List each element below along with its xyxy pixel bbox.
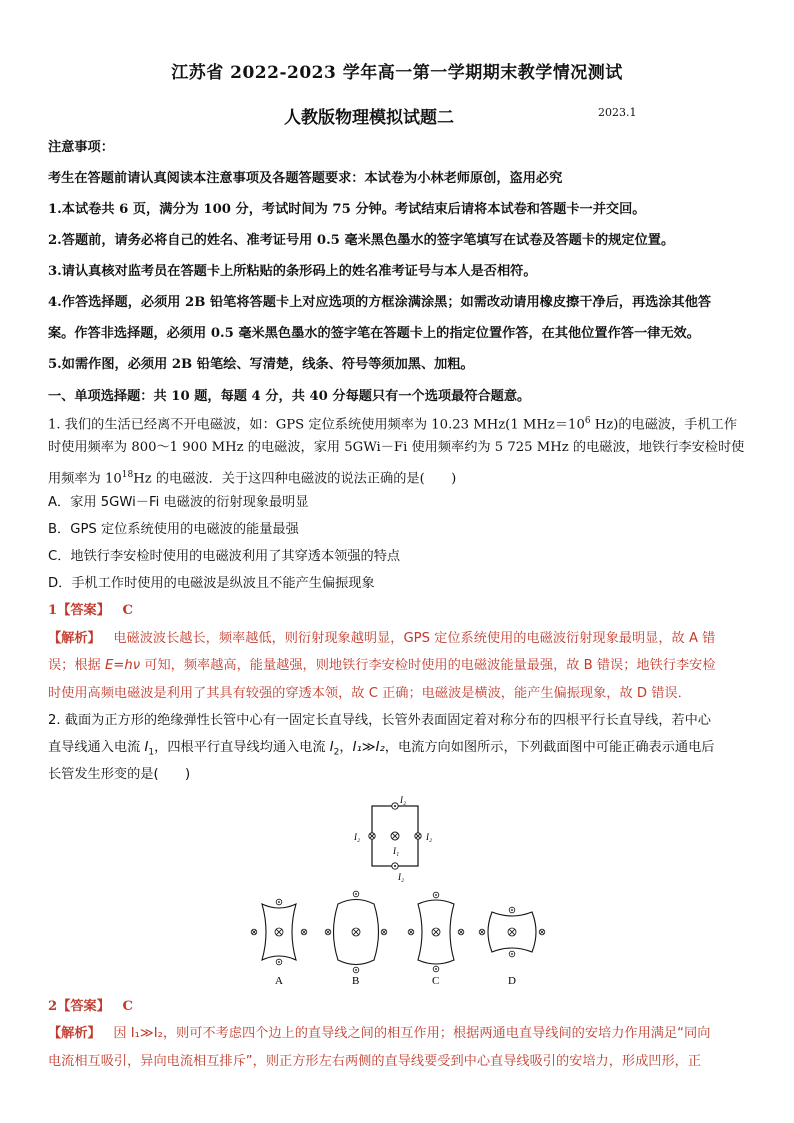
d-right-x-icon xyxy=(539,929,545,935)
option-d-label: D xyxy=(508,975,516,987)
d-top-dot-icon xyxy=(509,907,515,913)
top-wire-out-icon xyxy=(392,803,398,809)
q2-stem-line1: 2. 截面为正方形的绝缘弹性长管中心有一固定长直导线，长管外表面固定着对称分布的四根平行长直导线，若中心 xyxy=(48,713,711,728)
notice-intro: 考生在答题前请认真阅读本注意事项及各题答题要求：本试卷为小林老师原创，盗用必究 xyxy=(48,171,563,186)
option-c-figure xyxy=(408,892,464,987)
notice-item-4-cont: 案。作答非选择题，必须用 0.5 毫米黑色墨水的签字笔在答题卡上的指定位置作答，在其他位置作答一律无效。 xyxy=(48,326,700,341)
notice-item-1: 1.本试卷共 6 页，满分为 100 分，考试时间为 75 分钟。考试结束后请将本试卷和答题卡一并交回。 xyxy=(48,202,646,217)
q2-stem-l2d: ，电流方向如图所示，下列截面图中可能正确表示通电后 xyxy=(384,740,715,755)
label-bottom: I₂ xyxy=(398,872,405,882)
notice-heading: 注意事项： xyxy=(48,140,114,155)
option-a-figure xyxy=(251,899,307,987)
q1-stem-line3 xyxy=(48,465,456,489)
a-right-x-icon xyxy=(301,929,307,935)
q1-stem-l1-sup: 6 xyxy=(584,416,591,426)
q2-i2-sub: 2 xyxy=(333,747,340,758)
right-wire-in-icon xyxy=(415,833,421,839)
paper-date: 2023.1 xyxy=(598,106,637,119)
bottom-wire-out-icon xyxy=(392,863,398,869)
q2-analysis-line2: 电流相互吸引，异向电流相互排斥”，则正方形左右两侧的直导线要受到中心直导线吸引的安培力，形成凹形，正 xyxy=(48,1054,702,1069)
q2-main-figure xyxy=(340,788,450,888)
q2-i2: I xyxy=(329,740,334,755)
b-bottom-dot-icon xyxy=(353,967,359,973)
q1-answer xyxy=(48,601,133,621)
paper-title: 江苏省 2022-2023 学年高一第一学期期末教学情况测试 xyxy=(171,63,623,83)
option-a-label: A xyxy=(275,975,283,987)
d-center-x-icon xyxy=(508,928,516,936)
q2-analysis-label: 【解析】 xyxy=(48,1026,101,1041)
notice-item-3: 3.请认真核对监考员在答题卡上所粘贴的条形码上的姓名准考证号与本人是否相符。 xyxy=(48,264,537,279)
a-center-x-icon xyxy=(275,928,283,936)
q2-i1-sub: 1 xyxy=(148,747,155,758)
left-wire-in-icon xyxy=(369,833,375,839)
q1-stem-l3-sup: 18 xyxy=(121,470,134,480)
q1-answer-value: C xyxy=(122,603,134,618)
option-b-figure xyxy=(325,891,387,987)
option-c-label: C xyxy=(432,975,440,987)
q1-option-c: C．地铁行李安检时使用的电磁波利用了其穿透本领强的特点 xyxy=(48,549,401,564)
b-top-dot-icon xyxy=(353,891,359,897)
section-heading: 一、单项选择题：共 10 题，每题 4 分，共 40 分每题只有一个选项最符合题意。 xyxy=(48,389,531,404)
b-center-x-icon xyxy=(352,928,360,936)
q1-analysis-line2 xyxy=(48,656,716,676)
label-left: I₂ xyxy=(354,832,361,842)
q2-answer-label: 【答案】 xyxy=(57,999,110,1014)
b-left-x-icon xyxy=(325,929,331,935)
option-d-figure xyxy=(479,907,545,987)
notice-item-2: 2.答题前，请务必将自己的姓名、准考证号用 0.5 毫米黑色墨水的签字笔填写在试卷及答题卡的规定位置。 xyxy=(48,233,675,248)
q1-analysis-line3: 时使用高频电磁波是利用了其具有较强的穿透本领，故 C 正确；电磁波是横波，能产生偏振现象，故 D 错误． xyxy=(48,686,691,701)
q1-stem-line2: 时使用频率为 800～1 900 MHz 的电磁波，家用 5GWi－Fi 使用频率约为 5 725 MHz 的电磁波，地铁行李安检时使 xyxy=(48,440,745,455)
c-left-x-icon xyxy=(408,929,414,935)
b-right-x-icon xyxy=(381,929,387,935)
d-bottom-dot-icon xyxy=(509,951,515,957)
q2-answer-num: 2 xyxy=(48,999,58,1014)
c-bottom-dot-icon xyxy=(433,966,439,972)
q2-i1: I xyxy=(144,740,149,755)
q1-answer-num: 1 xyxy=(48,603,58,618)
q1-option-a: A．家用 5GWi－Fi 电磁波的衍射现象最明显 xyxy=(48,495,309,510)
q1-stem-l3a: 用频率为 10 xyxy=(48,471,122,487)
q2-answer-value: C xyxy=(122,999,134,1014)
q2-stem-l2c: ， xyxy=(339,740,353,755)
label-top: I₂ xyxy=(400,795,407,805)
c-top-dot-icon xyxy=(433,892,439,898)
center-wire-in-icon xyxy=(391,832,399,840)
c-center-x-icon xyxy=(432,928,440,936)
q1-stem-l1a: 1. 我们的生活已经离不开电磁波，如：GPS 定位系统使用频率为 10.23 MHz(1 MHz＝10 xyxy=(48,417,585,433)
q1-analysis-l2a: 误；根据 xyxy=(48,658,105,673)
option-b-label: B xyxy=(352,975,360,987)
q2-analysis-line1 xyxy=(48,1024,710,1044)
d-left-x-icon xyxy=(479,929,485,935)
q1-option-d: D．手机工作时使用的电磁波是纵波且不能产生偏振现象 xyxy=(48,576,375,591)
a-bottom-dot-icon xyxy=(276,959,282,965)
q2-stem-l2b: ，四根平行直导线均通入电流 xyxy=(154,740,330,755)
paper-subtitle: 人教版物理模拟试题二 xyxy=(284,108,454,128)
q1-analysis-formula: E=hν xyxy=(104,658,141,673)
label-center: I₁ xyxy=(393,846,400,856)
q1-stem-l3b: Hz 的电磁波．关于这四种电磁波的说法正确的是( ) xyxy=(133,471,457,487)
a-top-dot-icon xyxy=(276,899,282,905)
q1-answer-label: 【答案】 xyxy=(57,603,110,618)
q1-analysis-line1 xyxy=(48,629,715,649)
notice-item-4: 4.作答选择题，必须用 2B 铅笔将答题卡上对应选项的方框涂满涂黑；如需改动请用橡皮擦干净后，再选涂其他答 xyxy=(48,295,712,310)
q1-stem-l1b: Hz)的电磁波，手机工作 xyxy=(590,417,738,433)
q2-answer xyxy=(48,997,133,1017)
a-left-x-icon xyxy=(251,929,257,935)
q1-analysis-l1: 电磁波波长越长，频率越低，则衍射现象越明显，GPS 定位系统使用的电磁波衍射现象最明显，故 A 错 xyxy=(113,631,716,646)
q1-stem-line1 xyxy=(48,411,737,435)
c-right-x-icon xyxy=(458,929,464,935)
q1-option-b: B．GPS 定位系统使用的电磁波的能量最强 xyxy=(48,522,299,537)
label-right: I₂ xyxy=(426,832,433,842)
q2-stem-line2 xyxy=(48,738,714,763)
q1-analysis-label: 【解析】 xyxy=(48,631,101,646)
q1-analysis-l2b: 可知，频率越高，能量越强，则地铁行李安检时使用的电磁波能量最强，故 B 错误；地铁行李安检 xyxy=(140,658,716,673)
notice-item-5: 5.如需作图，必须用 2B 铅笔绘、写清楚，线条、符号等须加黑、加粗。 xyxy=(48,357,474,372)
q2-stem-l2a: 直导线通入电流 xyxy=(48,740,145,755)
q2-compare: I₁≫I₂ xyxy=(352,740,385,755)
q2-stem-line3: 长管发生形变的是( ) xyxy=(48,767,191,782)
q2-analysis-l1: 因 I₁≫I₂，则可不考虑四个边上的直导线之间的相互作用；根据两通电直导线间的安培力作用满足“同向 xyxy=(113,1026,711,1041)
q2-options-figure xyxy=(240,890,560,990)
